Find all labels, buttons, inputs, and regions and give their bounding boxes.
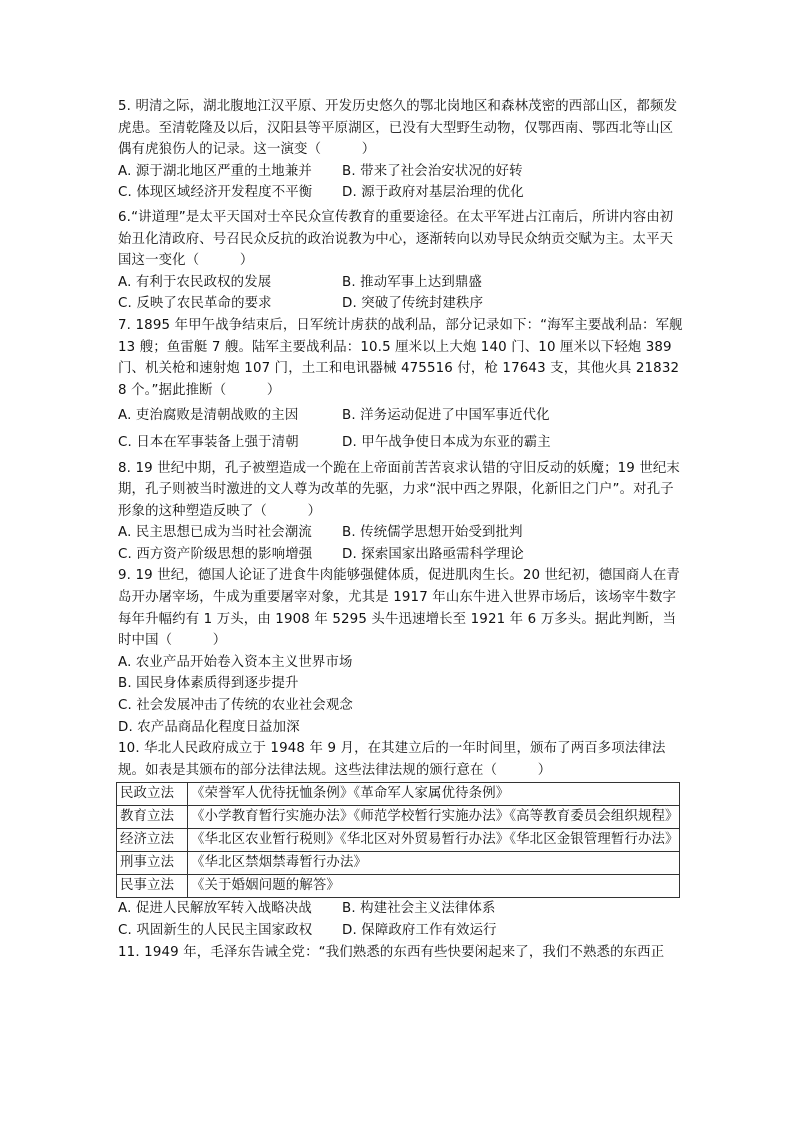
option-c: C. 社会发展冲击了传统的农业社会观念 bbox=[118, 698, 353, 714]
option-d: D. 农产品商品化程度日益加深 bbox=[118, 719, 300, 735]
question-stem: 11. 1949 年，毛泽东告诫全党：“我们熟悉的东西有些快要闲起来了，我们不熟悉的东西正 bbox=[118, 944, 665, 960]
option-a: A. 吏治腐败是清朝战败的主因 bbox=[118, 408, 299, 424]
option-c: C. 西方资产阶级思想的影响增强 bbox=[118, 546, 313, 562]
question-stem: 5. 明清之际，湖北腹地江汉平原、开发历史悠久的鄂北岗地区和森林茂密的西部山区，都频发虎患。至清乾隆及以后，汉阳县等平原湖区，已没有大型野生动物，仅鄂西南、鄂西北等山区偶有虎狼伤人的记录。这一演变（ ） bbox=[118, 99, 678, 158]
table-category-cell: 教育立法 bbox=[117, 806, 188, 829]
option-b: B. 推动军事上达到鼎盛 bbox=[342, 274, 483, 290]
question-9 bbox=[118, 565, 684, 738]
option-a: A. 促进人民解放军转入战略决战 bbox=[118, 901, 312, 917]
option-a: A. 有利于农民政权的发展 bbox=[118, 274, 272, 290]
question-stem: 8. 19 世纪中期，孔子被塑造成一个跪在上帝面前苦苦哀求认错的守旧反动的妖魔；19 世纪末期，孔子则被当时激进的文人尊为改革的先驱，力求“泯中西之界限，化新旧之门户”。对孔子形象的这种塑造反映了（ ） bbox=[118, 460, 680, 519]
table-items-cell: 《华北区农业暂行税则》《华北区对外贸易暂行办法》《华北区金银管理暂行办法》 bbox=[188, 829, 680, 852]
option-c: C. 体现区域经济开发程度不平衡 bbox=[118, 185, 313, 201]
table-category-cell: 民政立法 bbox=[117, 783, 188, 806]
option-b: B. 国民身体素质得到逐步提升 bbox=[118, 676, 299, 692]
question-6 bbox=[118, 207, 684, 315]
table-row bbox=[117, 875, 680, 898]
question-stem: 7. 1895 年甲午战争结束后，日军统计虏获的战利品，部分记录如下：“海军主要战利品：军舰 13 艘；鱼雷艇 7 艘。陆军主要战利品：10.5 厘米以上大炮 140 门、10 厘米以下轻炮 389 门、机关枪和速射炮 107 门，土工和电讯器械 475516 付，枪 17643 支，其他火具 218328 个。”据此推断（ ） bbox=[118, 317, 683, 398]
question-8 bbox=[118, 458, 684, 566]
option-d: D. 保障政府工作有效运行 bbox=[342, 923, 497, 938]
option-d: D. 源于政府对基层治理的优化 bbox=[342, 185, 524, 201]
table-row bbox=[117, 783, 680, 806]
question-7 bbox=[118, 315, 684, 454]
options bbox=[118, 272, 684, 315]
exam-content bbox=[118, 96, 684, 963]
options bbox=[118, 161, 684, 204]
option-d: D. 突破了传统封建秩序 bbox=[342, 296, 484, 312]
options bbox=[118, 652, 684, 738]
question-10 bbox=[118, 738, 684, 941]
option-b: B. 传统儒学思想开始受到批判 bbox=[342, 525, 523, 541]
option-c: C. 巩固新生的人民民主国家政权 bbox=[118, 923, 313, 938]
table-category-cell: 民事立法 bbox=[117, 875, 188, 898]
option-c: C. 反映了农民革命的要求 bbox=[118, 296, 272, 312]
question-stem: 10. 华北人民政府成立于 1948 年 9 月，在其建立后的一年时间里，颁布了两百多项法律法规。如表是其颁布的部分法律法规。这些法律法规的颁行意在（ ） bbox=[118, 741, 666, 778]
table-row bbox=[117, 852, 680, 875]
question-stem: 6.“讲道理”是太平天国对士卒民众宣传教育的重要途径。在太平军进占江南后，所讲内容由初始丑化清政府、号召民众反抗的政治说教为中心，逐渐转向以劝导民众纳贡交赋为主。太平天国这一变化（ ） bbox=[118, 209, 674, 269]
option-a: A. 农业产品开始卷入资本主义世界市场 bbox=[118, 654, 353, 670]
option-b: B. 带来了社会治安状况的好转 bbox=[342, 163, 523, 179]
table-row bbox=[117, 806, 680, 829]
table-items-cell: 《华北区禁烟禁毒暂行办法》 bbox=[188, 852, 680, 875]
option-a: A. 民主思想已成为当时社会潮流 bbox=[118, 525, 312, 541]
question-11 bbox=[118, 942, 684, 964]
question-stem: 9. 19 世纪，德国人论证了进食牛肉能够强健体质，促进肌肉生长。20 世纪初，德国商人在青岛开办屠宰场，牛成为重要屠宰对象，尤其是 1917 年山东牛进入世界市场后，该场宰牛数字每年升幅约有 1 万头，由 1908 年 5295 头牛迅速增长至 1921 年 6 万多头。据此判断，当时中国（ ） bbox=[118, 568, 680, 649]
table-items-cell: 《荣誉军人优待抚恤条例》《革命军人家属优待条例》 bbox=[188, 783, 680, 806]
question-5 bbox=[118, 96, 684, 204]
options bbox=[118, 522, 684, 565]
option-b: B. 构建社会主义法律体系 bbox=[342, 901, 496, 917]
option-c: C. 日本在军事装备上强于清朝 bbox=[118, 434, 299, 450]
table-items-cell: 《关于婚姻问题的解答》 bbox=[188, 875, 680, 898]
legislation-table bbox=[116, 782, 680, 898]
table-category-cell: 刑事立法 bbox=[117, 852, 188, 875]
option-b: B. 洋务运动促进了中国军事近代化 bbox=[342, 408, 550, 424]
option-d: D. 甲午战争使日本成为东亚的霸主 bbox=[342, 434, 551, 450]
table-row bbox=[117, 829, 680, 852]
table-items-cell: 《小学教育暂行实施办法》《师范学校暂行实施办法》《高等教育委员会组织规程》 bbox=[188, 806, 680, 829]
options bbox=[118, 405, 684, 453]
table-category-cell: 经济立法 bbox=[117, 829, 188, 852]
option-d: D. 探索国家出路亟需科学理论 bbox=[342, 546, 524, 562]
options bbox=[118, 898, 684, 941]
option-a: A. 源于湖北地区严重的土地兼并 bbox=[118, 163, 312, 179]
